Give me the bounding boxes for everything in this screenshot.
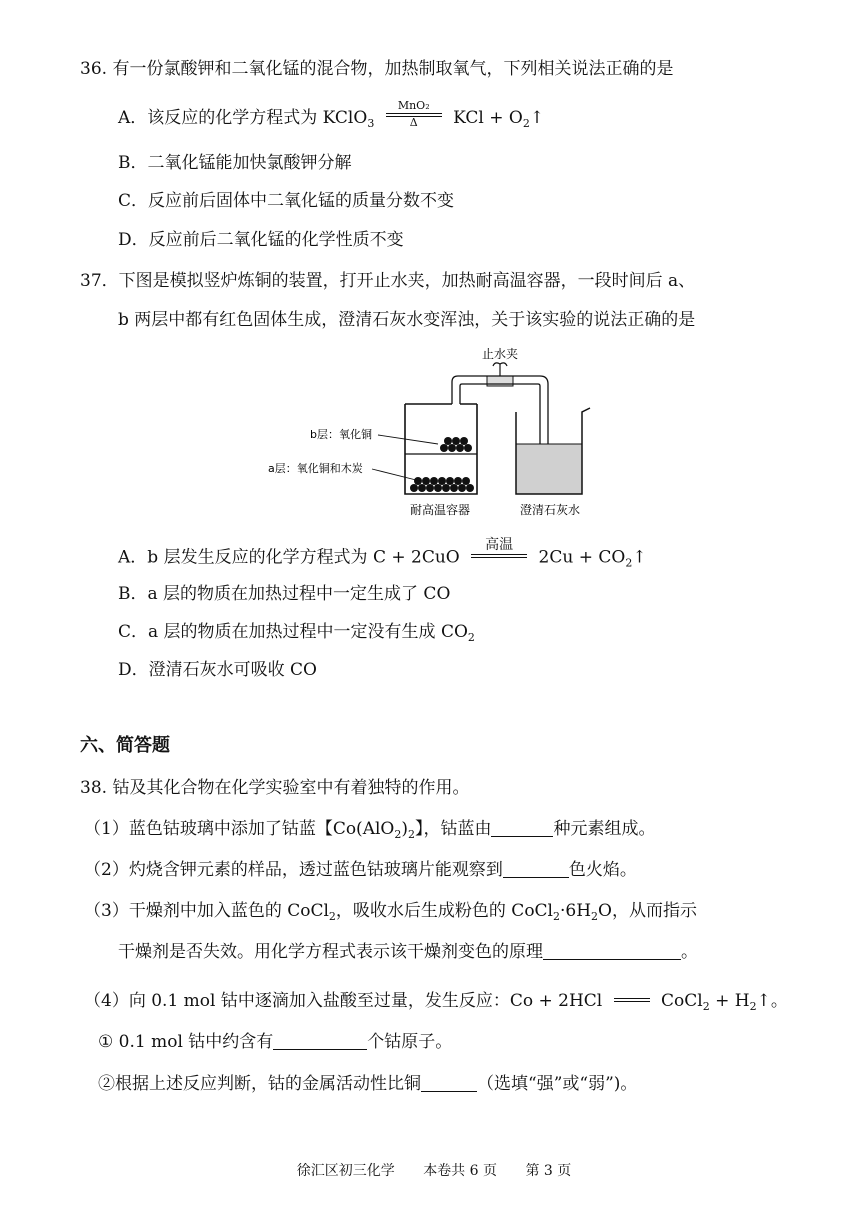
water-clamp: [487, 363, 513, 386]
page-footer: [0, 1160, 868, 1180]
q38-stem: 38. 钴及其化合物在化学实验室中有着独特的作用。: [80, 778, 470, 798]
footer-total: 本卷共 6 页: [423, 1163, 497, 1179]
q37-option-a: A．b 层发生反应的化学方程式为 C + 2CuO 高温 $2Cu + CO_2↑$: [118, 537, 647, 570]
section-title: 六、简答题: [80, 735, 170, 756]
layer-b-label: b层：氧化铜: [310, 428, 372, 441]
layer-a-particles: [410, 477, 474, 492]
layer-a-label: a层：氧化铜和木炭: [268, 462, 363, 475]
footer-school: 徐汇区初三化学: [296, 1163, 395, 1179]
limewater-label: 澄清石灰水: [519, 503, 581, 517]
answer-blank-3[interactable]: [543, 942, 681, 960]
q38-part1: （1）蓝色钴玻璃中添加了钴蓝【$Co(AlO_2)_2$】，钴蓝由 种元素组成。: [84, 819, 656, 841]
clamp-label: 止水夹: [481, 347, 519, 361]
q38-sub2: ②根据上述反应判断，钴的金属活动性比铜 （选填“强”或“弱”)。: [98, 1074, 638, 1094]
footer-page: 第 3 页: [525, 1163, 572, 1179]
reaction-condition: MnO₂ Δ: [386, 100, 442, 129]
answer-blank-4[interactable]: [273, 1032, 367, 1050]
container-label: 耐高温容器: [409, 503, 471, 517]
q37-stem-line1: 37．下图是模拟竖炉炼铜的装置，打开止水夹，加热耐高温容器，一段时间后 a、: [80, 271, 696, 291]
answer-blank-2[interactable]: [503, 860, 569, 878]
q37-stem-line2: b 两层中都有红色固体生成，澄清石灰水变浑浊，关于该实验的说法正确的是: [118, 310, 696, 330]
q38-part4: （4）向 0.1 mol 钴中逐滴加入盐酸至过量，发生反应：Co + 2HCl CoCl$_2$ + $H_2↑$。: [84, 991, 788, 1013]
equals-sign: [614, 997, 650, 1002]
reaction-condition: 高温: [471, 538, 527, 570]
answer-blank-5[interactable]: [421, 1074, 477, 1092]
q36-option-a: A．该反应的化学方程式为 KClO$_3$ MnO₂ Δ KCl + $O_2↑$: [118, 99, 545, 130]
q37-option-b: B．a 层的物质在加热过程中一定生成了 CO: [118, 584, 451, 604]
q38-part3-line2: 干燥剂是否失效。用化学方程式表示该干燥剂变色的原理 。: [118, 942, 698, 962]
layer-b-particles: [440, 437, 472, 452]
limewater-beaker: [516, 408, 590, 494]
q38-part2: （2）灼烧含钾元素的样品，透过蓝色钴玻璃片能观察到 色火焰。: [84, 860, 637, 880]
q36-option-d: D．反应前后二氧化锰的化学性质不变: [118, 230, 404, 250]
answer-blank-1[interactable]: [491, 819, 553, 837]
q37-option-c: C．a 层的物质在加热过程中一定没有生成 $CO_2$: [118, 622, 475, 644]
q36-stem: 36. 有一份氯酸钾和二氧化锰的混合物，加热制取氧气，下列相关说法正确的是: [80, 59, 674, 79]
q38-sub1: ① 0.1 mol 钴中约含有 个钴原子。: [98, 1032, 453, 1052]
q36-option-c: C．反应前后固体中二氧化锰的质量分数不变: [118, 191, 455, 211]
q38-part3-line1: （3）干燥剂中加入蓝色的 CoCl$_2$，吸收水后生成粉色的 $CoCl_2\cdot 6H_2O$，从而指示: [84, 901, 697, 923]
apparatus-figure: [260, 342, 620, 522]
q37-option-d: D．澄清石灰水可吸收 CO: [118, 660, 317, 680]
q36-option-b: B．二氧化锰能加快氯酸钾分解: [118, 153, 352, 173]
